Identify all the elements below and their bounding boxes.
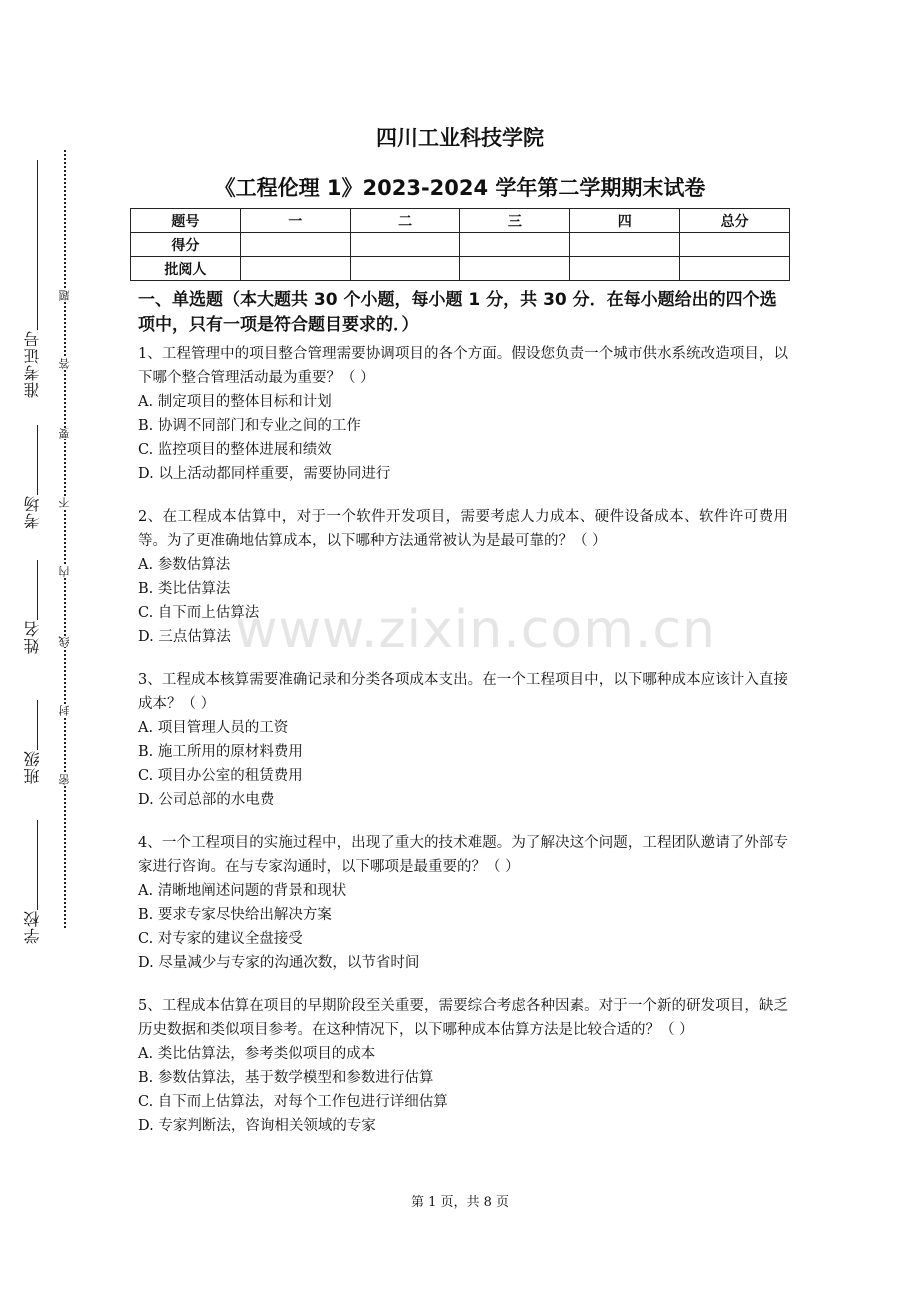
answer-option: B. 施工所用的原材料费用 <box>138 744 303 760</box>
margin-fill-line <box>37 700 38 750</box>
margin-label: 班级 <box>22 750 42 784</box>
margin-field-school <box>18 820 46 944</box>
score-table-row <box>131 233 790 257</box>
exam-title: 《工程伦理 1》2023-2024 学年第二学期期末试卷 <box>214 176 706 200</box>
answer-option: D. 专家判断法，咨询相关领域的专家 <box>138 1118 376 1134</box>
seal-char: 要 <box>58 428 71 439</box>
margin-field-exam-room <box>18 425 46 529</box>
score-table-row-label: 批阅人 <box>131 257 241 281</box>
score-table-header-cell: 三 <box>460 209 570 233</box>
score-cell <box>240 233 350 257</box>
score-cell <box>350 233 460 257</box>
margin-fill-line <box>37 560 38 620</box>
score-table-row-label: 得分 <box>131 233 241 257</box>
question-text: 5、工程成本估算在项目的早期阶段至关重要，需要综合考虑各种因素。对于一个新的研发项目，缺乏历史数据和类似项目参考。在这种情况下，以下哪种成本估算方法是比较合适的？（ ） <box>138 998 788 1038</box>
seal-line <box>64 150 66 928</box>
score-cell <box>240 257 350 281</box>
question-text: 1、工程管理中的项目整合管理需要协调项目的各个方面。假设您负责一个城市供水系统改造项目，以下哪个整合管理活动最为重要？（ ） <box>138 346 788 386</box>
section-heading: 一、单选题（本大题共 30 个小题，每小题 1 分，共 30 分．在每小题给出的四个选项中，只有一项是符合题目要求的．） <box>138 290 777 335</box>
score-cell <box>460 257 570 281</box>
watermark: www.zixin.com.cn <box>235 600 716 660</box>
score-table-row <box>131 257 790 281</box>
margin-field-name <box>18 560 46 654</box>
score-cell <box>680 257 790 281</box>
score-cell <box>680 233 790 257</box>
margin-field-class <box>18 700 46 784</box>
answer-option: D. 以上活动都同样重要，需要协同进行 <box>138 466 391 482</box>
question-text: 4、一个工程项目的实施过程中，出现了重大的技术难题。为了解决这个问题，工程团队邀请了外部专家进行咨询。在与专家沟通时，以下哪项是最重要的？（ ） <box>138 835 788 875</box>
question-item <box>138 342 788 486</box>
answer-option: C. 监控项目的整体进展和绩效 <box>138 442 332 458</box>
score-table-header-row <box>131 209 790 233</box>
question-item <box>138 831 788 975</box>
answer-option: A. 项目管理人员的工资 <box>138 720 289 736</box>
answer-option: C. 项目办公室的租赁费用 <box>138 768 303 784</box>
question-item <box>138 994 788 1138</box>
answer-option: A. 类比估算法，参考类似项目的成本 <box>138 1046 376 1062</box>
score-cell <box>350 257 460 281</box>
margin-label: 姓名 <box>22 620 42 654</box>
margin-fill-line <box>37 820 38 910</box>
score-table-header-cell: 二 <box>350 209 460 233</box>
seal-char: 封 <box>58 705 71 716</box>
score-table <box>130 208 790 281</box>
answer-option: B. 要求专家尽快给出解决方案 <box>138 907 332 923</box>
answer-option: B. 参数估算法，基于数学模型和参数进行估算 <box>138 1070 434 1086</box>
answer-option: B. 类比估算法 <box>138 581 231 597</box>
question-text: 3、工程成本核算需要准确记录和分类各项成本支出。在一个工程项目中，以下哪种成本应该计入直接成本？（ ） <box>138 672 788 712</box>
score-table-header-cell: 四 <box>570 209 680 233</box>
margin-fill-line <box>37 425 38 495</box>
score-cell <box>460 233 570 257</box>
seal-char: 线 <box>58 636 71 647</box>
answer-option: B. 协调不同部门和专业之间的工作 <box>138 418 361 434</box>
question-section <box>138 288 788 1157</box>
question-text: 2、在工程成本估算中，对于一个软件开发项目，需要考虑人力成本、硬件设备成本、软件许可费用等。为了更准确地估算成本，以下哪种方法通常被认为是最可靠的？（ ） <box>138 509 788 549</box>
question-item <box>138 668 788 812</box>
score-cell <box>570 257 680 281</box>
answer-option: A. 参数估算法 <box>138 557 231 573</box>
seal-char: 密 <box>58 774 71 785</box>
margin-label: 准考证号 <box>22 330 42 398</box>
answer-option: C. 对专家的建议全盘接受 <box>138 931 303 947</box>
answer-option: C. 自下而上估算法 <box>138 605 260 621</box>
score-table-header-cell: 题号 <box>131 209 241 233</box>
page-footer: 第 1 页，共 8 页 <box>410 1195 510 1210</box>
score-cell <box>570 233 680 257</box>
school-name: 四川工业科技学院 <box>376 126 544 150</box>
question-item <box>138 505 788 649</box>
answer-option: D. 三点估算法 <box>138 629 231 645</box>
answer-option: A. 清晰地阐述问题的背景和现状 <box>138 883 347 899</box>
answer-option: D. 尽量减少与专家的沟通次数，以节省时间 <box>138 955 420 971</box>
margin-label: 学校 <box>22 910 42 944</box>
answer-option: A. 制定项目的整体目标和计划 <box>138 394 332 410</box>
answer-option: D. 公司总部的水电费 <box>138 792 275 808</box>
seal-char: 内 <box>58 566 71 577</box>
score-table-header-cell: 总分 <box>680 209 790 233</box>
seal-char: 题 <box>58 290 71 301</box>
score-table-header-cell: 一 <box>240 209 350 233</box>
answer-option: C. 自下而上估算法，对每个工作包进行详细估算 <box>138 1094 448 1110</box>
margin-label: 考场 <box>22 495 42 529</box>
seal-char: 答 <box>58 358 71 369</box>
seal-char: 不 <box>58 497 71 508</box>
